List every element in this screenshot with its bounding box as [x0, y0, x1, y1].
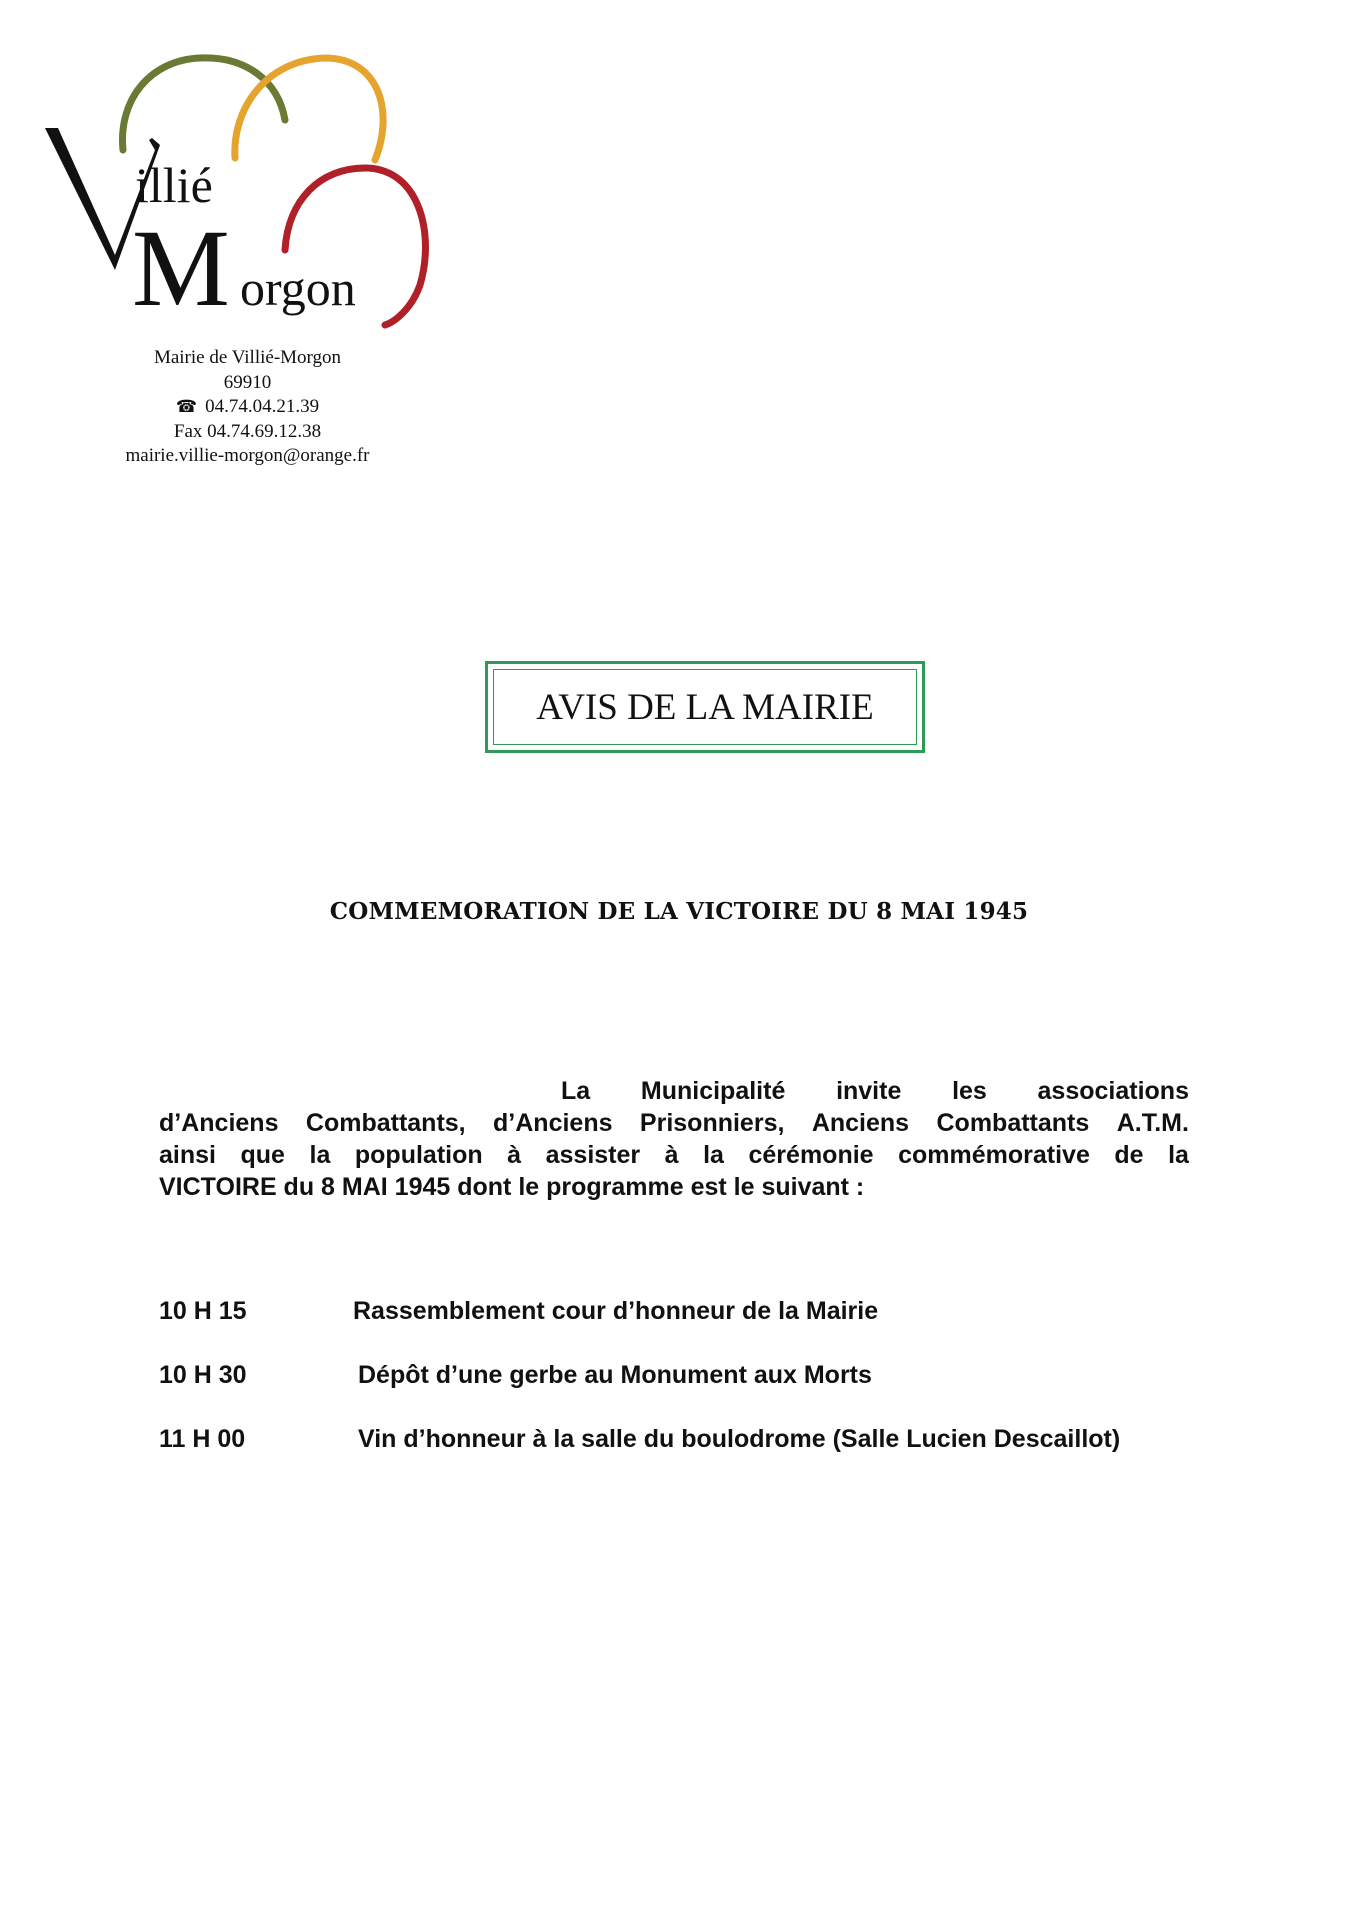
word: associations: [1037, 1077, 1189, 1105]
postcode: 69910: [223, 371, 272, 393]
schedule-time: 10 H 15: [159, 1297, 247, 1325]
word: ainsi: [159, 1141, 216, 1169]
logo-olive-ring: [122, 58, 285, 150]
body-paragraph: [159, 1075, 1189, 1203]
word: de: [1114, 1141, 1144, 1169]
notice-title: AVIS DE LA MAIRIE: [493, 669, 917, 745]
word: à: [507, 1141, 522, 1169]
logo-line2: orgon: [240, 260, 356, 316]
schedule-row: [159, 1425, 1199, 1489]
telephone-icon: ☎: [175, 397, 198, 416]
schedule-row: [159, 1361, 1199, 1425]
body-line-3: [159, 1139, 1189, 1171]
word: la: [703, 1141, 724, 1169]
word: Prisonniers,: [639, 1109, 785, 1137]
schedule-description: Rassemblement cour d’honneur de la Mairie: [353, 1297, 879, 1325]
word: la: [309, 1141, 331, 1169]
word: invite: [836, 1077, 902, 1105]
logo-m-letter: M: [132, 207, 230, 329]
word: cérémonie: [748, 1141, 874, 1169]
contact-block: [80, 346, 415, 469]
phone-number: 04.74.04.21.39: [205, 396, 320, 417]
word: que: [240, 1141, 285, 1169]
word: commémorative: [898, 1141, 1090, 1169]
email-line: mairie.villie-morgon@orange.fr: [125, 445, 370, 466]
program-schedule: [159, 1297, 1199, 1489]
body-line-2: [159, 1107, 1189, 1139]
fax-line: Fax 04.74.69.12.38: [173, 420, 322, 442]
word: population: [354, 1141, 483, 1169]
word: les: [952, 1077, 987, 1105]
schedule-time: 10 H 30: [159, 1361, 247, 1389]
logo-line1: illié: [135, 157, 213, 213]
word: à: [664, 1141, 679, 1169]
notice-title-box: [485, 661, 925, 753]
word: La: [561, 1077, 591, 1105]
headline: COMMEMORATION DE LA VICTOIRE DU 8 MAI 1945: [329, 898, 1029, 925]
word: assister: [545, 1141, 641, 1169]
word: Municipalité: [640, 1077, 786, 1105]
villie-morgon-logo: [40, 40, 440, 340]
word: Anciens: [811, 1109, 910, 1137]
body-line-4: VICTOIRE du 8 MAI 1945 dont le programme est le suivant :: [159, 1173, 865, 1201]
body-line-1: [159, 1075, 1189, 1107]
word: d’Anciens: [493, 1109, 613, 1137]
word: Combattants: [936, 1109, 1090, 1137]
schedule-row: [159, 1297, 1199, 1361]
word: la: [1168, 1141, 1189, 1169]
logo-graphic: [40, 40, 440, 340]
mairie-name: Mairie de Villié-Morgon: [153, 347, 342, 368]
word: d’Anciens: [159, 1109, 279, 1137]
word: A.T.M.: [1116, 1109, 1189, 1137]
schedule-description: Vin d’honneur à la salle du boulodrome (Salle Lucien Descaillot): [358, 1425, 1121, 1453]
schedule-time: 11 H 00: [159, 1425, 246, 1453]
phone-line: [80, 395, 415, 420]
schedule-description: Dépôt d’une gerbe au Monument aux Morts: [358, 1361, 872, 1389]
word: Combattants,: [305, 1109, 466, 1137]
